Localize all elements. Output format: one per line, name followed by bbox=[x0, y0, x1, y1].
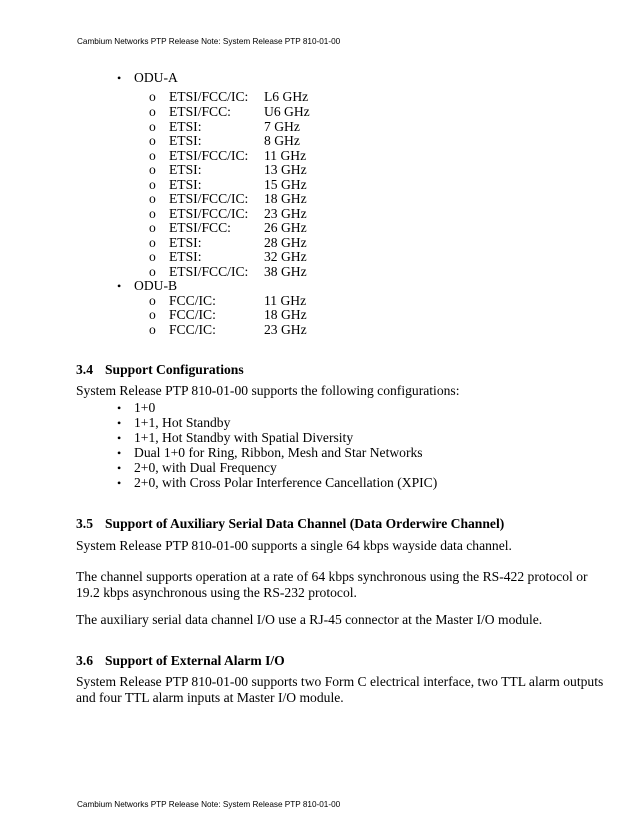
band-label: 11 GHz bbox=[264, 148, 307, 163]
page-header: Cambium Networks PTP Release Note: System Release PTP 810-01-00 bbox=[77, 37, 341, 46]
sub-bullet-icon: o bbox=[149, 220, 156, 235]
band-label: 18 GHz bbox=[264, 191, 307, 206]
section-title: Support of External Alarm I/O bbox=[105, 653, 285, 668]
frequency-item bbox=[149, 322, 307, 337]
band-label: 15 GHz bbox=[264, 177, 307, 192]
config-item bbox=[117, 415, 230, 431]
frequency-item bbox=[149, 148, 306, 163]
odu-group-name: ODU-B bbox=[134, 278, 178, 293]
region-label: ETSI/FCC/IC: bbox=[169, 148, 249, 163]
frequency-item bbox=[149, 220, 307, 235]
frequency-item bbox=[149, 264, 307, 279]
config-label: 1+0 bbox=[134, 400, 156, 415]
paragraph: System Release PTP 810-01-00 supports a single 64 kbps wayside data channel. bbox=[76, 538, 512, 553]
frequency-item bbox=[149, 89, 308, 104]
paragraph-line: and four TTL alarm inputs at Master I/O module. bbox=[76, 690, 344, 705]
bullet-icon: • bbox=[117, 416, 122, 430]
sub-bullet-icon: o bbox=[149, 104, 156, 119]
band-label: 13 GHz bbox=[264, 162, 307, 177]
config-label: 1+1, Hot Standby bbox=[134, 415, 231, 430]
bullet-icon: • bbox=[117, 476, 122, 490]
section-number: 3.6 bbox=[76, 653, 93, 668]
sub-bullet-icon: o bbox=[149, 235, 156, 250]
band-label: 32 GHz bbox=[264, 249, 307, 264]
sub-bullet-icon: o bbox=[149, 191, 156, 206]
paragraph-line: The channel supports operation at a rate of 64 kbps synchronous using the RS-422 protocol or bbox=[76, 569, 588, 584]
sub-bullet-icon: o bbox=[149, 206, 156, 221]
band-label: U6 GHz bbox=[264, 104, 310, 119]
section-number: 3.4 bbox=[76, 362, 93, 377]
section-title: Support of Auxiliary Serial Data Channel (Data Orderwire Channel) bbox=[105, 516, 505, 531]
frequency-item bbox=[149, 206, 307, 221]
region-label: FCC/IC: bbox=[169, 293, 216, 308]
config-label: 2+0, with Dual Frequency bbox=[134, 460, 277, 475]
region-label: ETSI: bbox=[169, 249, 202, 264]
section-title: Support Configurations bbox=[105, 362, 244, 377]
sub-bullet-icon: o bbox=[149, 322, 156, 337]
odu-group-bullet bbox=[117, 70, 178, 86]
sub-bullet-icon: o bbox=[149, 148, 156, 163]
config-item bbox=[117, 400, 155, 416]
odu-group-name: ODU-A bbox=[134, 70, 178, 85]
sub-bullet-icon: o bbox=[149, 89, 156, 104]
section-heading-3-5 bbox=[76, 516, 504, 531]
frequency-item bbox=[149, 293, 306, 308]
sub-bullet-icon: o bbox=[149, 133, 156, 148]
band-label: 7 GHz bbox=[264, 119, 300, 134]
section-intro: System Release PTP 810-01-00 supports the following configurations: bbox=[76, 383, 460, 398]
region-label: ETSI: bbox=[169, 162, 202, 177]
sub-bullet-icon: o bbox=[149, 162, 156, 177]
band-label: 23 GHz bbox=[264, 206, 307, 221]
frequency-item bbox=[149, 104, 310, 119]
region-label: ETSI: bbox=[169, 235, 202, 250]
bullet-icon: • bbox=[117, 71, 122, 85]
config-item bbox=[117, 460, 277, 476]
region-label: ETSI: bbox=[169, 133, 202, 148]
section-number: 3.5 bbox=[76, 516, 93, 531]
bullet-icon: • bbox=[117, 401, 122, 415]
sub-bullet-icon: o bbox=[149, 119, 156, 134]
config-item bbox=[117, 445, 423, 461]
frequency-item bbox=[149, 177, 307, 192]
band-label: 11 GHz bbox=[264, 293, 307, 308]
bullet-icon: • bbox=[117, 279, 122, 293]
band-label: 18 GHz bbox=[264, 307, 307, 322]
sub-bullet-icon: o bbox=[149, 307, 156, 322]
sub-bullet-icon: o bbox=[149, 293, 156, 308]
paragraph-line: System Release PTP 810-01-00 supports two Form C electrical interface, two TTL alarm outputs bbox=[76, 674, 604, 689]
region-label: ETSI/FCC/IC: bbox=[169, 264, 249, 279]
frequency-item bbox=[149, 119, 300, 134]
odu-group-bullet bbox=[117, 278, 177, 294]
region-label: ETSI/FCC/IC: bbox=[169, 206, 249, 221]
frequency-item bbox=[149, 307, 307, 322]
config-label: 1+1, Hot Standby with Spatial Diversity bbox=[134, 430, 354, 445]
band-label: 26 GHz bbox=[264, 220, 307, 235]
section-heading-3-4 bbox=[76, 362, 244, 377]
bullet-icon: • bbox=[117, 446, 122, 460]
frequency-item bbox=[149, 133, 300, 148]
band-label: 28 GHz bbox=[264, 235, 307, 250]
section-heading-3-6 bbox=[76, 653, 285, 668]
region-label: ETSI/FCC/IC: bbox=[169, 89, 249, 104]
sub-bullet-icon: o bbox=[149, 264, 156, 279]
sub-bullet-icon: o bbox=[149, 177, 156, 192]
config-label: Dual 1+0 for Ring, Ribbon, Mesh and Star Networks bbox=[134, 445, 423, 460]
region-label: FCC/IC: bbox=[169, 322, 216, 337]
config-label: 2+0, with Cross Polar Interference Cancellation (XPIC) bbox=[134, 475, 438, 490]
paragraph-line: 19.2 kbps asynchronous using the RS-232 protocol. bbox=[76, 585, 357, 600]
region-label: ETSI: bbox=[169, 119, 202, 134]
region-label: ETSI/FCC/IC: bbox=[169, 191, 249, 206]
region-label: FCC/IC: bbox=[169, 307, 216, 322]
page-footer: Cambium Networks PTP Release Note: System Release PTP 810-01-00 bbox=[77, 800, 341, 809]
band-label: 38 GHz bbox=[264, 264, 307, 279]
region-label: ETSI/FCC: bbox=[169, 220, 231, 235]
band-label: L6 GHz bbox=[264, 89, 309, 104]
paragraph: The auxiliary serial data channel I/O use a RJ-45 connector at the Master I/O module. bbox=[76, 612, 543, 627]
config-item bbox=[117, 475, 437, 491]
frequency-item bbox=[149, 235, 307, 250]
frequency-item bbox=[149, 249, 307, 264]
bullet-icon: • bbox=[117, 431, 122, 445]
sub-bullet-icon: o bbox=[149, 249, 156, 264]
band-label: 23 GHz bbox=[264, 322, 307, 337]
bullet-icon: • bbox=[117, 461, 122, 475]
config-item bbox=[117, 430, 353, 446]
band-label: 8 GHz bbox=[264, 133, 300, 148]
frequency-item bbox=[149, 162, 307, 177]
frequency-item bbox=[149, 191, 307, 206]
region-label: ETSI/FCC: bbox=[169, 104, 231, 119]
region-label: ETSI: bbox=[169, 177, 202, 192]
